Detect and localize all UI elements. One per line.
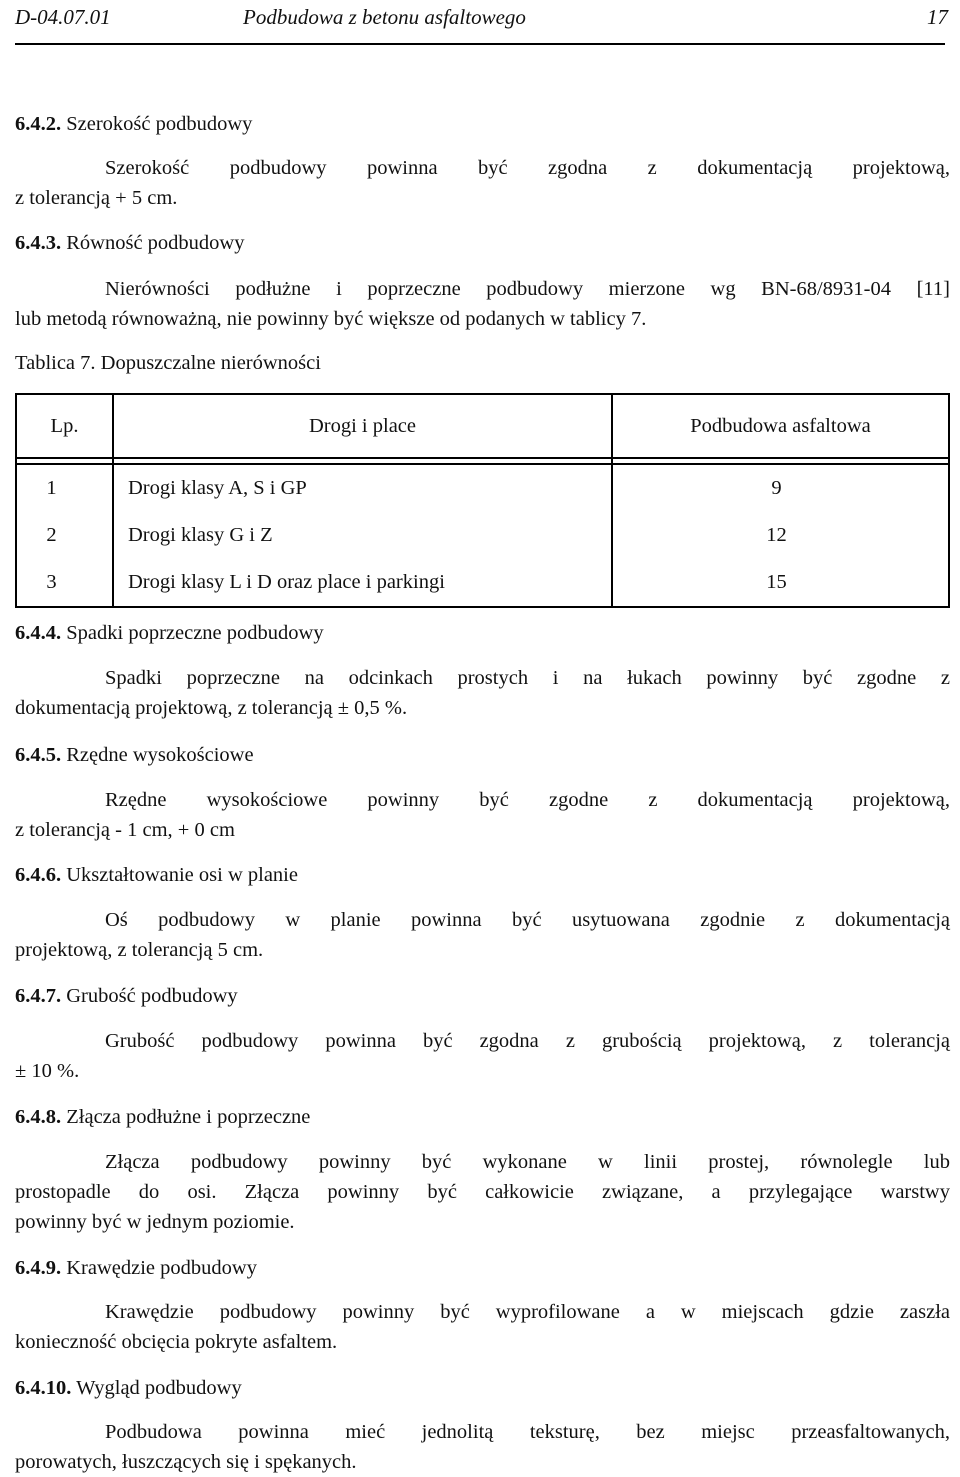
section-number: 6.4.3. xyxy=(15,232,62,254)
paragraph-6-4-2 xyxy=(15,153,950,213)
section-number: 6.4.9. xyxy=(15,1257,62,1279)
paragraph-6-4-3 xyxy=(15,274,950,334)
table-header-row xyxy=(16,394,949,458)
section-title: Grubość podbudowy xyxy=(66,985,238,1007)
paragraph-6-4-5 xyxy=(15,785,950,845)
cell-value: 15 xyxy=(612,559,949,607)
tolerance-table xyxy=(15,393,950,608)
section-heading-6-4-3 xyxy=(15,231,244,255)
paragraph-line: projektową, z tolerancją 5 cm. xyxy=(15,939,264,961)
section-title: Krawędzie podbudowy xyxy=(66,1257,257,1279)
paragraph-line: Rzędne wysokościowe powinny być zgodne z dokumentacją projektową, xyxy=(105,789,950,811)
spec-title: Podbudowa z betonu asfaltowego xyxy=(243,5,526,29)
paragraph-line: porowatych, łuszczących się i spękanych. xyxy=(15,1451,357,1473)
paragraph-line: Szerokość podbudowy powinna być zgodna z dokumentacją projektową, xyxy=(105,157,950,179)
section-title: Spadki poprzeczne podbudowy xyxy=(66,622,324,644)
section-number: 6.4.10. xyxy=(15,1377,72,1399)
paragraph-line: z tolerancją + 5 cm. xyxy=(15,187,178,209)
paragraph-line: Grubość podbudowy powinna być zgodna z grubością projektową, z tolerancją xyxy=(105,1030,950,1052)
paragraph-6-4-7 xyxy=(15,1026,950,1086)
cell-lp: 3 xyxy=(16,559,113,607)
section-heading-6-4-7 xyxy=(15,984,238,1008)
cell-road: Drogi klasy G i Z xyxy=(113,512,612,559)
paragraph-line: ± 10 %. xyxy=(15,1060,80,1082)
cell-road: Drogi klasy L i D oraz place i parkingi xyxy=(113,559,612,607)
paragraph-line: Krawędzie podbudowy powinny być wyprofilowane a w miejscach gdzie zaszła xyxy=(105,1301,950,1323)
paragraph-6-4-4 xyxy=(15,663,950,723)
paragraph-line: Podbudowa powinna mieć jednolitą teksturę, bez miejsc przeasfaltowanych, xyxy=(105,1421,950,1443)
section-number: 6.4.8. xyxy=(15,1106,62,1128)
header-lp: Lp. xyxy=(16,394,113,458)
section-title: Szerokość podbudowy xyxy=(66,113,253,135)
paragraph-line: powinny być w jednym poziomie. xyxy=(15,1211,295,1233)
section-heading-6-4-10 xyxy=(15,1376,242,1400)
header-base: Podbudowa asfaltowa xyxy=(612,394,949,458)
section-number: 6.4.4. xyxy=(15,622,62,644)
cell-value: 9 xyxy=(612,464,949,512)
section-heading-6-4-4 xyxy=(15,621,324,645)
cell-lp: 2 xyxy=(16,512,113,559)
paragraph-line: z tolerancją - 1 cm, + 0 cm xyxy=(15,819,235,841)
paragraph-line: Złącza podbudowy powinny być wykonane w linii prostej, równolegle lub xyxy=(105,1151,950,1173)
section-number: 6.4.7. xyxy=(15,985,62,1007)
cell-value: 12 xyxy=(612,512,949,559)
cell-lp: 1 xyxy=(16,464,113,512)
page-header xyxy=(15,3,948,45)
paragraph-line: lub metodą równoważną, nie powinny być większe od podanych w tablicy 7. xyxy=(15,308,647,330)
table-row xyxy=(16,512,949,559)
section-number: 6.4.2. xyxy=(15,113,62,135)
paragraph-line: dokumentacją projektową, z tolerancją ± 0,5 %. xyxy=(15,697,408,719)
section-title: Ukształtowanie osi w planie xyxy=(66,864,298,886)
section-heading-6-4-2 xyxy=(15,112,252,136)
table-row xyxy=(16,464,949,512)
paragraph-line: Spadki poprzeczne na odcinkach prostych i na łukach powinny być zgodne z xyxy=(105,667,950,689)
paragraph-6-4-10 xyxy=(15,1417,950,1477)
section-title: Wygląd podbudowy xyxy=(76,1377,242,1399)
table-caption: Tablica 7. Dopuszczalne nierówności xyxy=(15,352,321,374)
paragraph-line: konieczność obcięcia pokryte asfaltem. xyxy=(15,1331,338,1353)
paragraph-6-4-6 xyxy=(15,905,950,965)
section-title: Rzędne wysokościowe xyxy=(66,744,254,766)
section-title: Złącza podłużne i poprzeczne xyxy=(66,1106,311,1128)
section-heading-6-4-8 xyxy=(15,1105,310,1129)
cell-road: Drogi klasy A, S i GP xyxy=(113,464,612,512)
table-row xyxy=(16,559,949,607)
section-number: 6.4.6. xyxy=(15,864,62,886)
section-title: Równość podbudowy xyxy=(66,232,245,254)
page-number: 17 xyxy=(927,5,948,29)
header-roads: Drogi i place xyxy=(113,394,612,458)
section-number: 6.4.5. xyxy=(15,744,62,766)
paragraph-line: Nierówności podłużne i poprzeczne podbudowy mierzone wg BN-68/8931-04 [11] xyxy=(105,278,950,300)
section-heading-6-4-9 xyxy=(15,1256,257,1280)
paragraph-6-4-9 xyxy=(15,1297,950,1357)
paragraph-6-4-8 xyxy=(15,1147,950,1237)
section-heading-6-4-6 xyxy=(15,863,298,887)
paragraph-line: Oś podbudowy w planie powinna być usytuowana zgodnie z dokumentacją xyxy=(105,909,950,931)
paragraph-line: prostopadle do osi. Złącza powinny być całkowicie związane, a przylegające warstwy xyxy=(15,1181,950,1203)
spec-code: D-04.07.01 xyxy=(15,5,111,29)
section-heading-6-4-5 xyxy=(15,743,254,767)
